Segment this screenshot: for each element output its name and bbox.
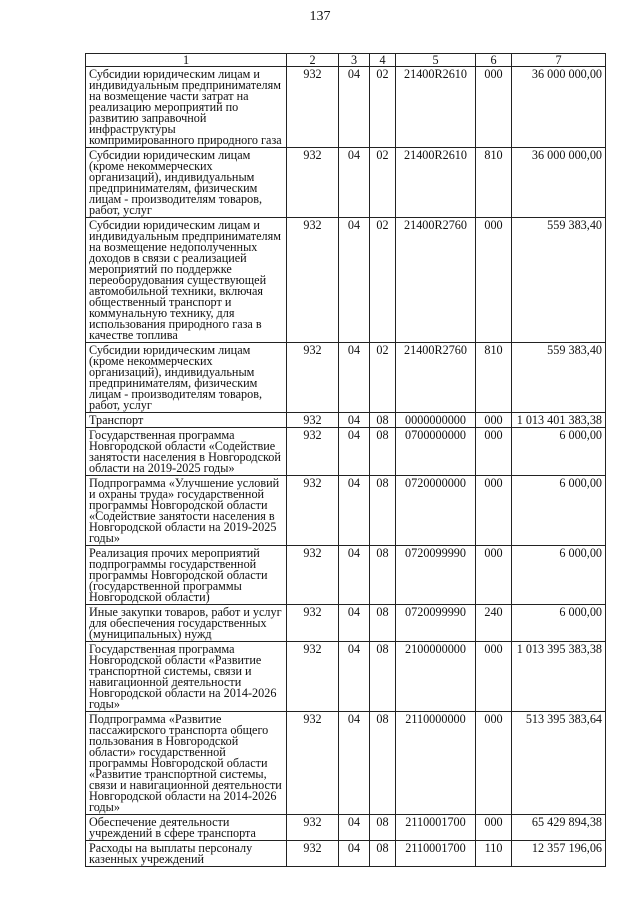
row-vr: 000	[476, 67, 512, 148]
row-pr: 08	[370, 712, 396, 815]
row-vr: 000	[476, 712, 512, 815]
row-gr: 932	[287, 546, 339, 605]
row-csr: 2100000000	[396, 642, 476, 712]
row-sum: 36 000 000,00	[512, 67, 606, 148]
table-row	[86, 712, 606, 815]
row-rz: 04	[339, 428, 370, 476]
row-rz: 04	[339, 343, 370, 413]
row-rz: 04	[339, 148, 370, 218]
header-row	[86, 54, 606, 67]
row-rz: 04	[339, 841, 370, 867]
row-gr: 932	[287, 712, 339, 815]
row-pr: 08	[370, 546, 396, 605]
row-rz: 04	[339, 476, 370, 546]
row-pr: 02	[370, 148, 396, 218]
row-name: Подпрограмма «Улучшение условий и охраны труда» государственной программы Новгородской области «Содействие занятости населения в Новгородской области на 2019-2025 годы»	[86, 476, 287, 546]
table-row	[86, 67, 606, 148]
row-rz: 04	[339, 815, 370, 841]
row-name: Государственная программа Новгородской области «Развитие транспортной системы, связи и навигационной деятельности Новгородской области на 2014-2026 годы»	[86, 642, 287, 712]
row-pr: 02	[370, 67, 396, 148]
page-number: 137	[309, 9, 331, 24]
row-sum: 1 013 401 383,38	[512, 413, 606, 428]
row-csr: 21400R2610	[396, 67, 476, 148]
row-vr: 000	[476, 413, 512, 428]
row-vr: 110	[476, 841, 512, 867]
row-name: Транспорт	[86, 413, 287, 428]
row-csr: 2110000000	[396, 712, 476, 815]
row-name: Субсидии юридическим лицам и индивидуальным предпринимателям на возмещение части затрат на реализацию мероприятий по развитию заправочной инфраструктуры компримированного природного газа	[86, 67, 287, 148]
header-col-4: 4	[370, 54, 396, 67]
table-row	[86, 546, 606, 605]
row-csr: 0000000000	[396, 413, 476, 428]
row-rz: 04	[339, 67, 370, 148]
table-row	[86, 605, 606, 642]
row-vr: 000	[476, 546, 512, 605]
row-sum: 36 000 000,00	[512, 148, 606, 218]
row-vr: 000	[476, 642, 512, 712]
row-gr: 932	[287, 841, 339, 867]
row-csr: 21400R2610	[396, 148, 476, 218]
header-col-2: 2	[287, 54, 339, 67]
table-row	[86, 642, 606, 712]
table-row	[86, 413, 606, 428]
row-name: Государственная программа Новгородской области «Содействие занятости населения в Новгородской области на 2019-2025 годы»	[86, 428, 287, 476]
row-sum: 12 357 196,06	[512, 841, 606, 867]
row-csr: 21400R2760	[396, 218, 476, 343]
row-rz: 04	[339, 605, 370, 642]
row-sum: 6 000,00	[512, 605, 606, 642]
row-pr: 08	[370, 413, 396, 428]
row-gr: 932	[287, 476, 339, 546]
row-csr: 2110001700	[396, 815, 476, 841]
row-sum: 513 395 383,64	[512, 712, 606, 815]
row-pr: 08	[370, 605, 396, 642]
table-row	[86, 428, 606, 476]
row-rz: 04	[339, 218, 370, 343]
row-vr: 000	[476, 476, 512, 546]
row-rz: 04	[339, 642, 370, 712]
row-vr: 240	[476, 605, 512, 642]
row-vr: 810	[476, 148, 512, 218]
row-name: Субсидии юридическим лицам (кроме некоммерческих организаций), индивидуальным предпринимателям, физическим лицам - производителям товаров, работ, услуг	[86, 343, 287, 413]
row-vr: 000	[476, 218, 512, 343]
table-row	[86, 148, 606, 218]
table-row	[86, 343, 606, 413]
row-csr: 21400R2760	[396, 343, 476, 413]
row-vr: 000	[476, 428, 512, 476]
table-row	[86, 815, 606, 841]
row-csr: 2110001700	[396, 841, 476, 867]
header-col-3: 3	[339, 54, 370, 67]
row-gr: 932	[287, 642, 339, 712]
header-col-6: 6	[476, 54, 512, 67]
row-gr: 932	[287, 218, 339, 343]
row-name: Субсидии юридическим лицам (кроме некоммерческих организаций), индивидуальным предпринимателям, физическим лицам - производителям товаров, работ, услуг	[86, 148, 287, 218]
header-col-1: 1	[86, 54, 287, 67]
row-gr: 932	[287, 343, 339, 413]
row-pr: 02	[370, 343, 396, 413]
row-sum: 6 000,00	[512, 428, 606, 476]
row-csr: 0720000000	[396, 476, 476, 546]
row-name: Обеспечение деятельности учреждений в сфере транспорта	[86, 815, 287, 841]
row-sum: 1 013 395 383,38	[512, 642, 606, 712]
row-name: Подпрограмма «Развитие пассажирского транспорта общего пользования в Новгородской области» государственной программы Новгородской области «Развитие транспортной системы, связи и навигационной деятельности Новгородской области на 2014-2026 годы»	[86, 712, 287, 815]
row-gr: 932	[287, 428, 339, 476]
table-row	[86, 841, 606, 867]
row-rz: 04	[339, 712, 370, 815]
row-gr: 932	[287, 67, 339, 148]
row-name: Расходы на выплаты персоналу казенных учреждений	[86, 841, 287, 867]
row-pr: 08	[370, 642, 396, 712]
row-csr: 0720099990	[396, 546, 476, 605]
table-row	[86, 476, 606, 546]
row-gr: 932	[287, 605, 339, 642]
row-pr: 08	[370, 476, 396, 546]
row-name: Субсидии юридическим лицам и индивидуальным предпринимателям на возмещение недополученных доходов в связи с реализацией мероприятий по поддержке переоборудования существующей автомобильной техники, включая общественный транспорт и коммунальную технику, для использования природного газа в качестве топлива	[86, 218, 287, 343]
row-name: Иные закупки товаров, работ и услуг для обеспечения государственных (муниципальных) нужд	[86, 605, 287, 642]
row-sum: 559 383,40	[512, 218, 606, 343]
row-rz: 04	[339, 546, 370, 605]
row-vr: 810	[476, 343, 512, 413]
row-pr: 08	[370, 841, 396, 867]
row-pr: 08	[370, 815, 396, 841]
row-gr: 932	[287, 413, 339, 428]
header-col-5: 5	[396, 54, 476, 67]
row-name: Реализация прочих мероприятий подпрограммы государственной программы Новгородской области (государственной программы Новгородской области)	[86, 546, 287, 605]
row-csr: 0700000000	[396, 428, 476, 476]
row-sum: 559 383,40	[512, 343, 606, 413]
row-sum: 6 000,00	[512, 476, 606, 546]
row-gr: 932	[287, 815, 339, 841]
row-gr: 932	[287, 148, 339, 218]
row-sum: 6 000,00	[512, 546, 606, 605]
budget-table	[85, 53, 606, 867]
row-pr: 08	[370, 428, 396, 476]
header-col-7: 7	[512, 54, 606, 67]
row-sum: 65 429 894,38	[512, 815, 606, 841]
row-rz: 04	[339, 413, 370, 428]
row-csr: 0720099990	[396, 605, 476, 642]
row-vr: 000	[476, 815, 512, 841]
table-row	[86, 218, 606, 343]
row-pr: 02	[370, 218, 396, 343]
